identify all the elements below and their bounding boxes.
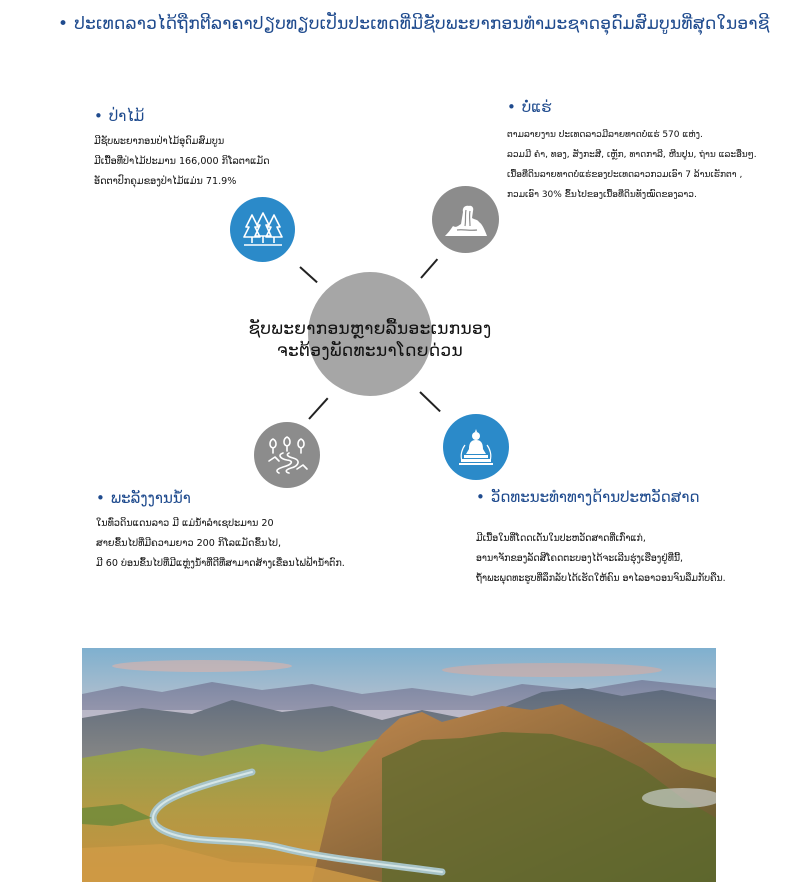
connector-culture bbox=[419, 391, 441, 412]
culture-bullet: • bbox=[476, 488, 485, 506]
hydropower-line-3: ມີ 60 ບ່ອນຂຶ້ນໄປທີ່ມີແຫຼ່ງນ້ຳທີ່ດີທີ່ສາມາດສ້າງເຂື່ອນໄຟຟ້ານ້ຳຕົກ. bbox=[96, 558, 345, 569]
center-hub-text bbox=[196, 318, 544, 362]
hydropower-title-text: ພະລັງງານນ້ຳ bbox=[110, 489, 191, 507]
center-hub-line-2: ຈະຕ້ອງພັດທະນາໂດຍດ່ວນ bbox=[277, 341, 463, 361]
river-landscape-icon bbox=[254, 422, 320, 488]
mountain-river-landscape-photo bbox=[82, 648, 716, 882]
forest-bullet: • bbox=[94, 107, 103, 125]
culture-line-1: ມີເນື້ອໃນທີ່ໂດດເດັ່ນໃນປະຫວັດສາດທີ່ເກົ່າແກ່, bbox=[476, 533, 646, 544]
hydropower-title bbox=[96, 489, 191, 507]
minerals-title bbox=[507, 98, 551, 116]
minerals-line-2: ລວມມີ ຄຳ, ທອງ, ສັງກະສີ, ເຫຼັກ, ທາດກາລີ, ຫີນປູນ, ຖ່ານ ແລະອື່ນໆ. bbox=[507, 150, 757, 160]
hydropower-line-2: ສາຍຂຶ້ນໄປທີ່ມີຄວາມຍາວ 200 ກິໂລແມັດຂຶ້ນໄປ, bbox=[96, 538, 282, 549]
minerals-line-1: ຕາມລາຍງານ ປະເທດລາວມີລາຍທາດບໍ່ແຮ່ 570 ແຫ່ງ. bbox=[507, 130, 703, 140]
culture-line-2: ອານາຈັກຂອງລັດສີໂຄດຕະບອງໄດ້ຈະເລີນຮຸ່ງເຮືອງຢູ່ທີ່ນີ້, bbox=[476, 553, 684, 564]
rock-formation-icon bbox=[432, 186, 499, 253]
forest-description bbox=[94, 132, 270, 192]
connector-forest bbox=[299, 266, 317, 283]
connector-minerals bbox=[420, 258, 438, 278]
forest-icon bbox=[230, 197, 295, 262]
headline-text: ປະເທດລາວໄດ້ຖືກຕີລາຄາປຽບທຽບເປັນປະເທດທີ່ມີຊັບພະຍາກອນທຳມະຊາດອຸດົມສົມບູນທີ່ສຸດໃນອາຊີ bbox=[74, 14, 770, 34]
culture-title bbox=[476, 488, 699, 506]
forest-title-text: ປ່າໄມ້ bbox=[108, 107, 145, 125]
forest-title bbox=[94, 107, 144, 125]
minerals-line-4: ກວມເອົາ 30% ຂຶ້ນໄປຂອງເນື້ອທີ່ດິນທັງໝົດຂອງລາວ. bbox=[507, 190, 697, 200]
minerals-bullet: • bbox=[507, 98, 516, 116]
hydropower-bullet: • bbox=[96, 489, 105, 507]
culture-line-3: ຖ້ຳພະພຸດທະຮູບທີ່ລຶກລັບໄດ້ເຮັດໃຫ້ຄົນ ອາໄລອາວອນຈົນລືມກັບຄືນ. bbox=[476, 573, 726, 584]
center-hub-line-1: ຊັບພະຍາກອນຫຼາຍລື້ນອະເນກນອງ bbox=[248, 319, 492, 339]
culture-title-text: ວັດທະນະທຳທາງດ້ານປະຫວັດສາດ bbox=[490, 488, 700, 506]
forest-line-1: ມີຊັບພະຍາກອນປ່າໄມ້ອຸດົມສົມບູນ bbox=[94, 136, 225, 147]
headline-bullet: • bbox=[58, 14, 69, 34]
hydropower-description bbox=[96, 514, 345, 574]
minerals-title-text: ບໍ່ແຮ່ bbox=[521, 98, 552, 116]
minerals-line-3: ເນື້ອທີ່ດິນລາຍທາດບໍ່ແຮ່ຂອງປະເທດລາວກວມເອົາ 7 ລ້ານເຮັກຕາ , bbox=[507, 170, 743, 180]
headline bbox=[58, 14, 795, 34]
forest-line-2: ມີເນື້ອທີ່ປ່າໄມ້ປະມານ 166,000 ກິໂລຕາແມັດ bbox=[94, 156, 270, 167]
minerals-description bbox=[507, 125, 757, 205]
buddha-statue-icon bbox=[443, 414, 509, 480]
hydropower-line-1: ໃນທົ່ວດິນແດນລາວ ມີ ແມ່ນ້ຳລຳເຊປະມານ 20 bbox=[96, 518, 274, 529]
connector-hydropower bbox=[308, 398, 328, 420]
culture-description bbox=[476, 529, 726, 589]
forest-line-3: ອັດຕາປົກຄຸມຂອງປ່າໄມ້ແມ່ນ 71.9% bbox=[94, 176, 237, 187]
